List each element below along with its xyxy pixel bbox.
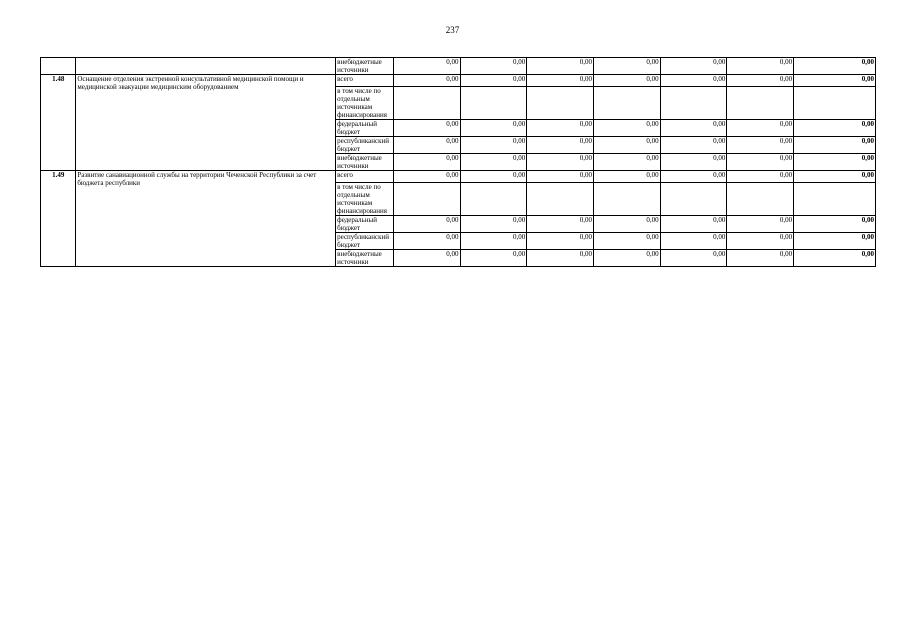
value-cell: 0,00 xyxy=(727,250,794,267)
value-cell: 0,00 xyxy=(727,58,794,75)
value-cell xyxy=(794,87,876,120)
value-cell: 0,00 xyxy=(593,250,660,267)
value-cell: 0,00 xyxy=(593,171,660,183)
item-number-cell xyxy=(41,58,76,75)
item-number: 1.48 xyxy=(41,75,76,171)
value-cell: 0,00 xyxy=(593,216,660,233)
value-cell: 0,00 xyxy=(794,120,876,137)
value-cell: 0,00 xyxy=(593,120,660,137)
table-row xyxy=(41,58,876,75)
value-cell xyxy=(593,183,660,216)
value-cell: 0,00 xyxy=(660,137,727,154)
value-cell: 0,00 xyxy=(727,137,794,154)
value-cell xyxy=(527,183,594,216)
value-cell: 0,00 xyxy=(727,216,794,233)
value-cell: 0,00 xyxy=(460,216,527,233)
funding-source: внебюджетные источники xyxy=(336,250,394,267)
value-cell: 0,00 xyxy=(527,154,594,171)
value-cell: 0,00 xyxy=(660,216,727,233)
value-cell: 0,00 xyxy=(527,75,594,87)
value-cell: 0,00 xyxy=(794,171,876,183)
value-cell: 0,00 xyxy=(794,137,876,154)
item-number: 1.49 xyxy=(41,171,76,267)
value-cell: 0,00 xyxy=(460,120,527,137)
value-cell xyxy=(460,183,527,216)
item-name: Оснащение отделения экстренной консультативной медицинской помощи и медицинской эвакуации медицинским оборудованием xyxy=(76,75,336,171)
funding-source: в том числе по отдельным источникам финансирования xyxy=(336,183,394,216)
value-cell: 0,00 xyxy=(527,120,594,137)
value-cell: 0,00 xyxy=(660,171,727,183)
value-cell xyxy=(527,87,594,120)
value-cell: 0,00 xyxy=(660,120,727,137)
value-cell: 0,00 xyxy=(593,58,660,75)
funding-source: всего xyxy=(336,75,394,87)
value-cell xyxy=(727,87,794,120)
page-number: 237 xyxy=(445,25,460,35)
value-cell: 0,00 xyxy=(527,250,594,267)
value-cell: 0,00 xyxy=(393,75,460,87)
value-cell: 0,00 xyxy=(393,216,460,233)
item-name-cell xyxy=(76,58,336,75)
funding-source: внебюджетные источники xyxy=(336,58,394,75)
value-cell xyxy=(794,183,876,216)
value-cell: 0,00 xyxy=(393,250,460,267)
value-cell: 0,00 xyxy=(527,216,594,233)
value-cell: 0,00 xyxy=(794,216,876,233)
value-cell: 0,00 xyxy=(460,171,527,183)
funding-source: республиканский бюджет xyxy=(336,137,394,154)
funding-source: внебюджетные источники xyxy=(336,154,394,171)
value-cell: 0,00 xyxy=(794,75,876,87)
value-cell: 0,00 xyxy=(527,137,594,154)
value-cell xyxy=(660,183,727,216)
table-row xyxy=(41,75,876,87)
value-cell: 0,00 xyxy=(727,154,794,171)
value-cell: 0,00 xyxy=(393,233,460,250)
value-cell: 0,00 xyxy=(727,120,794,137)
value-cell: 0,00 xyxy=(527,171,594,183)
value-cell xyxy=(393,87,460,120)
value-cell: 0,00 xyxy=(794,250,876,267)
value-cell: 0,00 xyxy=(593,75,660,87)
value-cell: 0,00 xyxy=(460,154,527,171)
value-cell: 0,00 xyxy=(393,171,460,183)
funding-source: в том числе по отдельным источникам финансирования xyxy=(336,87,394,120)
value-cell: 0,00 xyxy=(794,58,876,75)
budget-table xyxy=(40,57,876,267)
value-cell: 0,00 xyxy=(660,75,727,87)
value-cell: 0,00 xyxy=(527,58,594,75)
value-cell xyxy=(660,87,727,120)
value-cell: 0,00 xyxy=(794,154,876,171)
value-cell: 0,00 xyxy=(393,154,460,171)
value-cell xyxy=(727,183,794,216)
value-cell: 0,00 xyxy=(660,250,727,267)
value-cell: 0,00 xyxy=(660,58,727,75)
value-cell xyxy=(460,87,527,120)
value-cell: 0,00 xyxy=(660,233,727,250)
value-cell: 0,00 xyxy=(393,120,460,137)
value-cell: 0,00 xyxy=(593,233,660,250)
value-cell: 0,00 xyxy=(460,137,527,154)
value-cell: 0,00 xyxy=(527,233,594,250)
value-cell: 0,00 xyxy=(794,233,876,250)
value-cell: 0,00 xyxy=(460,58,527,75)
value-cell: 0,00 xyxy=(460,233,527,250)
funding-source: республиканский бюджет xyxy=(336,233,394,250)
value-cell: 0,00 xyxy=(593,154,660,171)
value-cell: 0,00 xyxy=(727,171,794,183)
table-row xyxy=(41,171,876,183)
value-cell: 0,00 xyxy=(727,233,794,250)
value-cell: 0,00 xyxy=(727,75,794,87)
value-cell: 0,00 xyxy=(393,58,460,75)
funding-source: федеральный бюджет xyxy=(336,120,394,137)
item-name: Развитие санавиационной службы на территории Чеченской Республики за счет бюджета республики xyxy=(76,171,336,267)
value-cell: 0,00 xyxy=(593,137,660,154)
value-cell xyxy=(593,87,660,120)
value-cell: 0,00 xyxy=(393,137,460,154)
funding-source: федеральный бюджет xyxy=(336,216,394,233)
value-cell: 0,00 xyxy=(660,154,727,171)
value-cell: 0,00 xyxy=(460,75,527,87)
funding-source: всего xyxy=(336,171,394,183)
value-cell: 0,00 xyxy=(460,250,527,267)
value-cell xyxy=(393,183,460,216)
